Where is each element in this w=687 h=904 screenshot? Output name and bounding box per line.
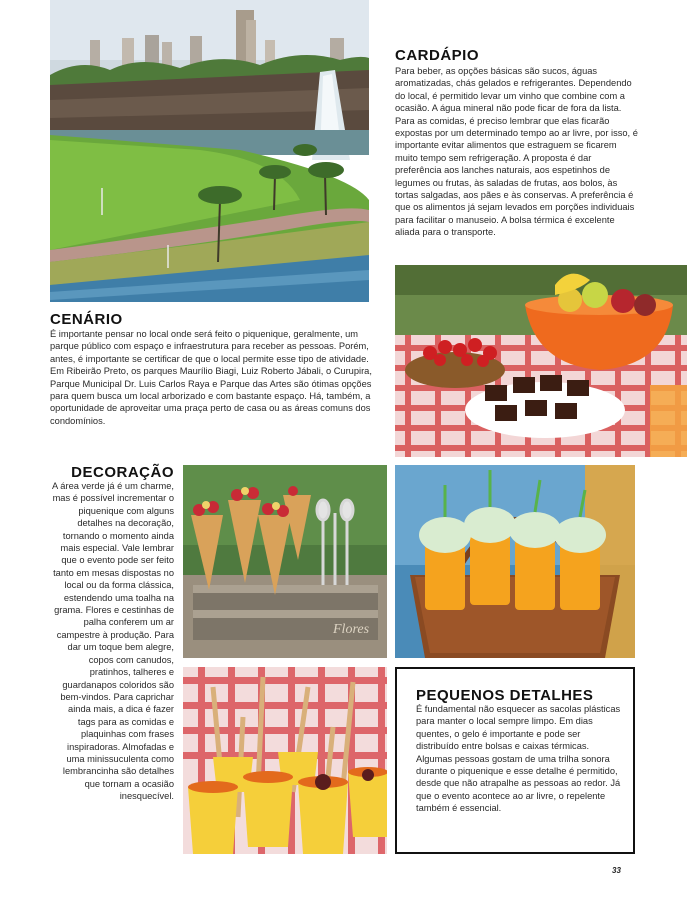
cenario-text: É importante pensar no local onde será feito o piquenique, geralmente, um parque público com espaço e infraestrutura para receber as pessoas. Porém, antes, é importante se certificar de que o local permite esse tipo de atividade. Em Ribeirão Preto, os parques Maurílio Biagi, Luiz Roberto Jábali, o Curupira, Parque Municipal Dr. Luis Carlos Raya e Parque das Artes são ótimas opções para quem busca um local arborizado e com bastante espaço. Há, também, a oportunidade de aproveitar uma praça perto de casa ou as áreas comuns dos condomínios. — [50, 329, 372, 426]
crate-flores-label: Flores — [333, 622, 370, 637]
decoracao-title: DECORAÇÃO — [71, 464, 174, 481]
detalhes-text: É fundamental não esquecer as sacolas plásticas para manter o local sempre limpo. Em dias quentes, o gelo é importante e pode ser distribuído entre bolsas e caixas térmicas. Algumas pessoas gostam de uma trilha sonora durante o piquenique e esse detalhe é permitido, desde que não atrapalhe as pessoas ao redor. Já que o evento acontece ao ar livre, o repelente também é essencial. — [416, 704, 621, 814]
cenario-title: CENÁRIO — [50, 311, 123, 328]
cardapio-text: Para beber, as opções básicas são sucos, águas aromatizadas, chás gelados e refrigerantes. Dependendo do local, é permitido levar um vinho que combine com a ocasião. A água mineral não pode ficar de fora da lista. Para as comidas, é preciso lembrar que elas ficarão expostas por um determinado tempo ao ar livre, por isso, é importante evitar alimentos que estraguem se ficarem muito tempo sem refrigeração. A proposta é dar preferência aos lanches naturais, aos espetinhos de legumes ou frutas, às saladas de frutas, aos bolos, às tortas salgadas, aos pães e às conservas. A preferência é que os alimentos já sejam levados em porções individuais para facilitar o manuseio. A bolsa térmica é excelente aliada para o transporte. — [395, 66, 638, 238]
park-photo — [50, 0, 369, 302]
cardapio-title: CARDÁPIO — [395, 47, 480, 64]
page-number: 33 — [612, 866, 621, 875]
dessert-cups-photo — [183, 667, 387, 854]
decoracao-text: A área verde já é um charme, mas é possível incrementar o piquenique com alguns detalhes na decoração, tornando o momento ainda mais especial. Vale lembrar que o evento pode ser feito tanto em mesas dispostas no local ou da forma clássica, estendendo uma toalha na grama. Flores e cestinhas de palha conferem um ar campestre à produção. Para dar um toque bem alegre, copos com canudos, pratinhos, talheres e guardanapos coloridos são bem-vindos. Para caprichar ainda mais, a dica é fazer tags para as comidas e plaquinhas com frases inspiradoras. Almofadas e uma minissuculenta como lembrancinha são detalhes que tornam a ocasião inesquecível. — [52, 481, 174, 802]
detalhes-title: PEQUENOS DETALHES — [416, 687, 594, 704]
juice-basket-photo — [395, 465, 635, 658]
fruit-brownie-photo — [395, 265, 687, 457]
ice-cream-cones-photo — [183, 465, 387, 658]
